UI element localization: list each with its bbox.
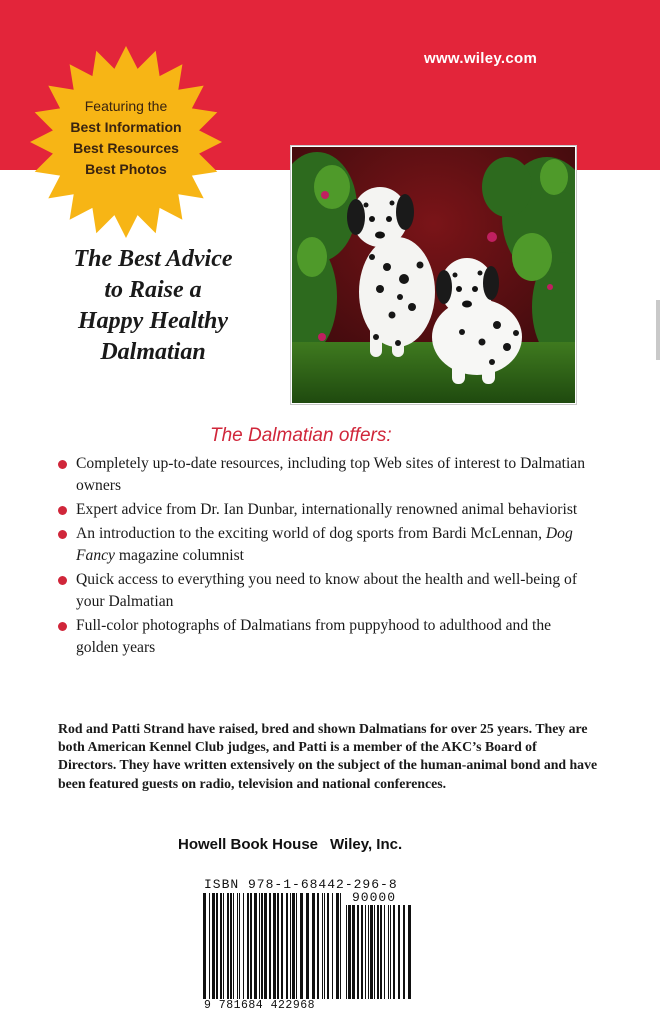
addon-barcode-icon [346,905,412,999]
bullet-icon [58,530,67,539]
badge-line-2: Best Resources [73,140,179,156]
ean-digits: 9 781684 422968 [204,999,316,1012]
offers-list [58,453,588,661]
bullet-icon [58,576,67,585]
list-item: Completely up-to-date resources, including top Web sites of interest to Dalmatian owners [58,453,588,497]
featuring-starburst-badge [28,44,224,240]
headline-line-3: Happy Healthy [78,308,228,334]
publisher-imprint: Howell Book House [178,836,319,853]
headline-line-2: to Raise a [104,277,202,303]
list-item: Quick access to everything you need to know about the health and well-being of your Dalmatian [58,569,588,613]
bullet-icon [58,506,67,515]
badge-line-3: Best Photos [85,161,167,177]
offers-title: The Dalmatian offers: [210,425,392,446]
ean-barcode-icon [203,893,341,999]
cover-headline [48,244,258,368]
edge-mark [656,300,660,360]
publisher-company: Wiley, Inc. [330,836,403,853]
author-bio: Rod and Patti Strand have raised, bred and shown Dalmatians for over 25 years. They are both American Kennel Club judges, and Patti is a member of the AKC’s Board of Directors. They have written extensively on the subject of the human-animal bond and have been featured guests on radio, television and national conferences. [58,721,598,791]
headline-line-1: The Best Advice [73,246,233,272]
magazine-title: Dog Fancy [76,525,573,564]
website-url[interactable]: www.wiley.com [424,50,538,67]
price-addon-label: 90000 [352,890,397,905]
bullet-icon [58,622,67,631]
list-item: An introduction to the exciting world of dog sports from Bardi McLennan, Dog Fancy magazine columnist [58,523,588,567]
list-item: Full-color photographs of Dalmatians from puppyhood to adulthood and the golden years [58,615,588,659]
badge-lead: Featuring the [84,98,168,114]
badge-line-1: Best Information [70,119,182,135]
dalmatian-puppies-photo [291,146,576,404]
publisher-line [178,836,402,853]
isbn-label: ISBN 978-1-68442-296-8 [204,877,398,892]
headline-line-4: Dalmatian [100,339,206,365]
bullet-icon [58,460,67,469]
list-item: Expert advice from Dr. Ian Dunbar, internationally renowned animal behaviorist [58,499,588,521]
